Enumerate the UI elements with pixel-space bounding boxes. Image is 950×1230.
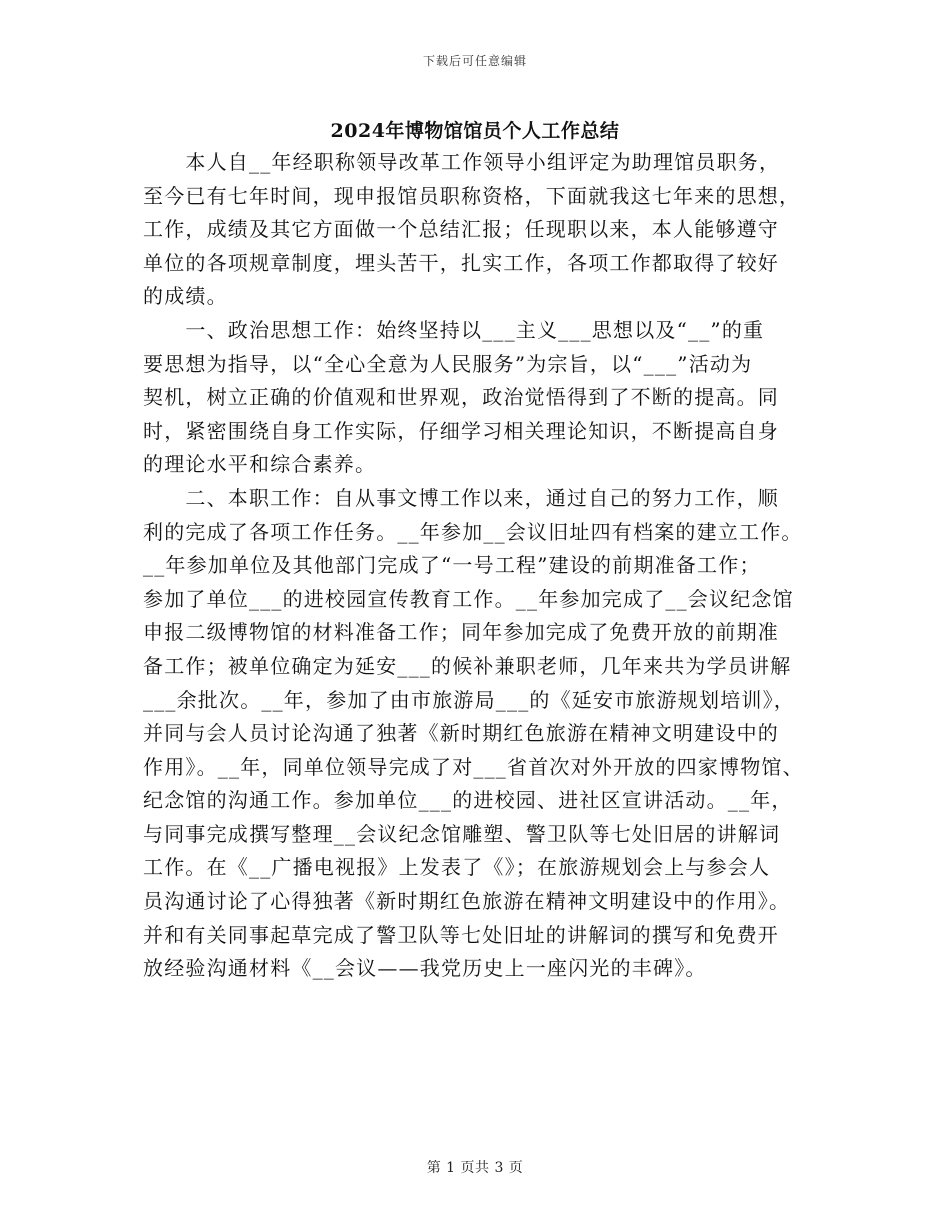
paragraph-line: 时，紧密围绕自身工作实际，仔细学习相关理论知识，不断提高自身 [143, 418, 779, 443]
document-body [143, 146, 823, 986]
paragraph-line: ___余批次。__年，参加了由市旅游局___的《延安市旅游规划培训》， [143, 687, 795, 712]
paragraph-line: 单位的各项规章制度，埋头苦干，扎实工作，各项工作都取得了较好 [143, 250, 779, 275]
paragraph-line: 作用》。__年，同单位领导完成了对___省首次对外开放的四家博物馆、 [143, 754, 804, 779]
paragraph-line: 本人自__年经职称领导改革工作领导小组评定为助理馆员职务， [143, 150, 781, 174]
paragraph-line: 至今已有七年时间，现申报馆员职称资格，下面就我这七年来的思想， [143, 183, 801, 208]
paragraph-job-work [143, 482, 823, 986]
paragraph-line: 利的完成了各项工作任务。__年参加__会议旧址四有档案的建立工作。 [143, 519, 803, 544]
paragraph-line: 一、政治思想工作：始终坚持以___主义___思想以及“__”的重 [143, 317, 765, 342]
page-number: 第 1 页共 3 页 [426, 1160, 524, 1176]
paragraph-line: 二、本职工作：自从事文博工作以来，通过自己的努力工作，顺 [143, 485, 779, 510]
page-header-note: 下载后可任意编辑 [422, 54, 527, 68]
paragraph-line: 并同与会人员讨论沟通了独著《新时期红色旅游在精神文明建设中的 [143, 721, 779, 746]
paragraph-political-work [143, 314, 823, 482]
paragraph-line: 的成绩。 [143, 284, 228, 309]
paragraph-line: 备工作；被单位确定为延安___的候补兼职老师，几年来共为学员讲解 [143, 653, 792, 678]
paragraph-line: 并和有关同事起草完成了警卫队等七处旧址的讲解词的撰写和免费开 [143, 922, 779, 947]
document-title: 2024年博物馆馆员个人工作总结 [330, 120, 620, 142]
paragraph-intro [143, 146, 823, 314]
paragraph-line: 要思想为指导，以“全心全意为人民服务”为宗旨，以“___”活动为 [143, 351, 753, 376]
paragraph-line: 的理论水平和综合素养。 [143, 452, 377, 477]
paragraph-line: 契机，树立正确的价值观和世界观，政治觉悟得到了不断的提高。同 [143, 385, 779, 410]
paragraph-line: 员沟通讨论了心得独著《新时期红色旅游在精神文明建设中的作用》。 [143, 889, 791, 914]
paragraph-line: 放经验沟通材料《__会议——我党历史上一座闪光的丰碑》。 [143, 956, 707, 981]
paragraph-line: 工作，成绩及其它方面做一个总结汇报；任现职以来，本人能够遵守 [143, 217, 779, 242]
paragraph-line: 参加了单位___的进校园宣传教育工作。__年参加完成了__会议纪念馆 [143, 586, 794, 611]
paragraph-line: 与同事完成撰写整理__会议纪念馆雕塑、警卫队等七处旧居的讲解词 [143, 821, 781, 846]
paragraph-line: 工作。在《__广播电视报》上发表了《》；在旅游规划会上与参会人 [143, 855, 771, 880]
paragraph-line: 申报二级博物馆的材料准备工作；同年参加完成了免费开放的前期准 [143, 620, 779, 645]
paragraph-line: 纪念馆的沟通工作。参加单位___的进校园、进社区宣讲活动。__年， [143, 788, 793, 813]
paragraph-line: __年参加单位及其他部门完成了“一号工程”建设的前期准备工作； [143, 553, 761, 578]
